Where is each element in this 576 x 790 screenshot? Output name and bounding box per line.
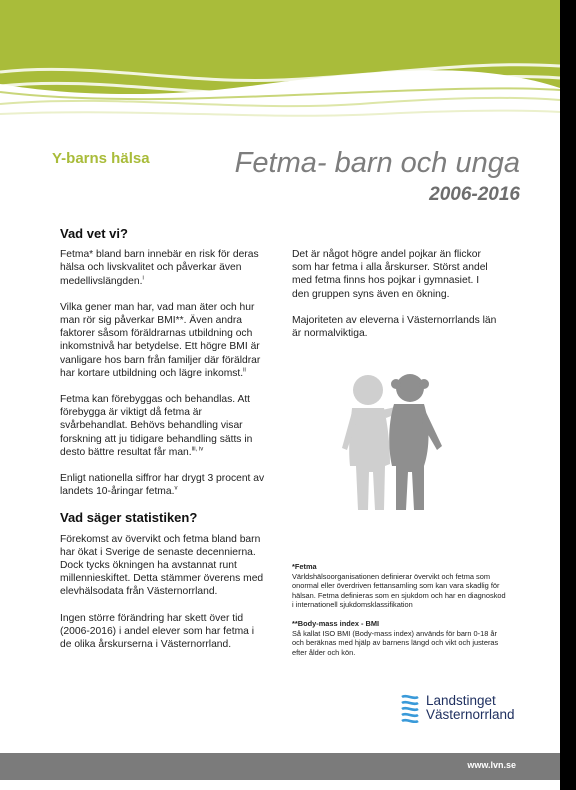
page-subtitle-years: 2006-2016 (429, 184, 520, 205)
footer-bar (0, 753, 560, 780)
page-title: Fetma- barn och unga (234, 147, 520, 179)
logo-line-1: Landstinget (426, 693, 496, 708)
footnote-body: Världshälsoorganisationen definierar övervikt och fetma som onormal eller överdriven fettansamling som kan vara skadlig för hälsan. Fetma definieras som en sjukdom och har en diagnoskod i internationell sjukdomsklassifikation (292, 571, 506, 610)
footnote-title: *Fetma (292, 562, 317, 571)
paragraph (60, 301, 265, 380)
reference-marker: ii (243, 367, 246, 374)
logo-line-2: Västernorrland (426, 707, 515, 722)
header-wave-banner (0, 0, 560, 125)
heading-vad-sager-statistiken: Vad säger statistiken? (60, 510, 198, 526)
children-silhouette-illustration (338, 368, 450, 518)
paragraph: Förekomst av övervikt och fetma bland barn har ökat i Sverige de senaste decennierna. Dock tycks ökningen ha avstannat runt millennieskiftet. Detta stämmer överens med elevhälsodata från Västernorrland. (60, 533, 264, 598)
section-kicker: Y-barns hälsa (52, 150, 150, 167)
footnotes (292, 562, 507, 666)
footer-website-link[interactable]: www.lvn.se (467, 760, 516, 770)
reference-marker: v (174, 485, 178, 492)
paragraph (60, 472, 265, 498)
logo-wordmark (426, 694, 515, 722)
paragraph-text: Fetma kan förebyggas och behandlas. Att förebygga är viktigt då fetma är svårbehandlat. Behövs behandling visar forskning att ju tidigare behandling sätts in desto bättre resultat får man. (60, 394, 253, 458)
paragraph: Det är något högre andel pojkar än flickor som har fetma i alla årskurser. Störst andel med fetma finns hos pojkar i gymnasiet. I den gruppen syns även en ökning. (292, 249, 488, 300)
heading-vad-vet-vi: Vad vet vi? (60, 226, 128, 241)
paragraph: Majoriteten av eleverna i Västernorrlands län är normalviktiga. (292, 314, 497, 340)
right-column (292, 248, 497, 353)
landstinget-logo (400, 693, 515, 723)
paragraph-text: Vilka gener man har, vad man äter och hur man rör sig påverkar BMI**. Även andra faktorer såsom föräldrarnas utbildning och inkomstnivå har betydelse. Ett högre BMI är vanligare hos barn från familjer där föräldrar har kortare utbildning och lägre inkomst. (60, 301, 261, 379)
footnote-title: **Body-mass index - BMI (292, 618, 380, 628)
reference-marker: iii, iv (191, 446, 204, 453)
footnote-body: Så kallat ISO BMI (Body-mass index) används för barn 0-18 år och beräknas med hjälp av barnens längd och vikt och justeras efter ålder och kön. (292, 628, 499, 657)
paragraph-text: Enligt nationella siffror har drygt 3 procent av landets 10-åringar fetma. (60, 473, 265, 498)
paragraph (60, 248, 265, 288)
landstinget-logo-icon (400, 693, 420, 723)
reference-marker: i (142, 275, 144, 282)
paragraph (60, 393, 265, 459)
paragraph-text: Fetma* bland barn innebär en risk för deras hälsa och livskvalitet och påverkar även medellivslängden. (60, 249, 259, 287)
paragraph: Ingen större förändring har skett över tid (2006-2016) i andel elever som har fetma i de olika årskurserna i Västernorrland. (60, 612, 255, 651)
left-column (60, 227, 265, 664)
